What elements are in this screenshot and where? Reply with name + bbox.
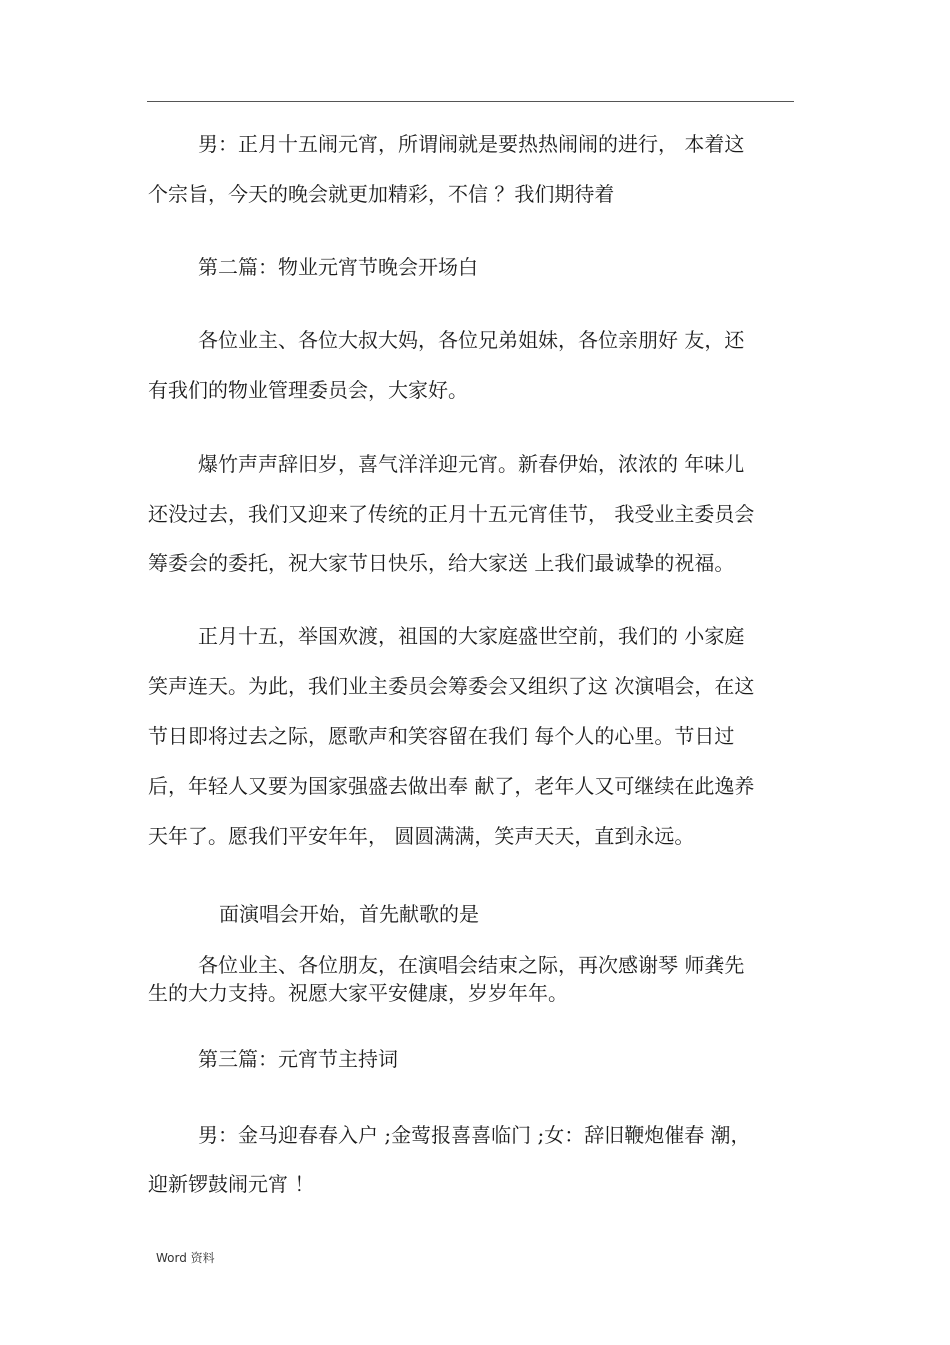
paragraph-line: 节日即将过去之际，愿歌声和笑容留在我们 每个人的心里。节日过 [148,724,735,748]
paragraph-line: 各位业主、各位朋友，在演唱会结束之际，再次感谢琴 师龚先 [198,953,745,977]
paragraph-line: 爆竹声声辞旧岁，喜气洋洋迎元宵。新春伊始，浓浓的 年味儿 [198,452,745,476]
paragraph-line: 各位业主、各位大叔大妈，各位兄弟姐妹，各位亲朋好 友，还 [198,328,745,352]
paragraph-line: 笑声连天。为此，我们业主委员会筹委会又组织了这 次演唱会，在这 [148,674,755,698]
header-rule [147,101,794,102]
paragraph-line: 男：正月十五闹元宵，所谓闹就是要热热闹闹的进行， 本着这 [198,132,745,156]
paragraph-line: 后，年轻人又要为国家强盛去做出奉 献了，老年人又可继续在此逸养 [148,774,755,798]
paragraph-line: 正月十五，举国欢渡，祖国的大家庭盛世空前，我们的 小家庭 [198,624,745,648]
paragraph-line: 男：金马迎春春入户 ;金莺报喜喜临门 ;女：辞旧鞭炮催春 潮， [198,1123,751,1147]
paragraph-line: 天年了。愿我们平安年年， 圆圆满满，笑声天天，直到永远。 [148,824,695,848]
paragraph-line: 还没过去，我们又迎来了传统的正月十五元宵佳节， 我受业主委员会 [148,502,755,526]
paragraph-line: 生的大力支持。祝愿大家平安健康，岁岁年年。 [148,981,568,1005]
section-heading: 第二篇：物业元宵节晚会开场白 [198,255,478,279]
page-footer: Word 资料 [156,1251,215,1265]
section-heading: 第三篇：元宵节主持词 [198,1047,398,1071]
paragraph-line: 迎新锣鼓闹元宵 ！ [148,1172,315,1196]
paragraph-line: 有我们的物业管理委员会，大家好。 [148,378,468,402]
paragraph-line: 面演唱会开始，首先献歌的是 [219,902,479,926]
paragraph-line: 个宗旨，今天的晚会就更加精彩，不信 ？我们期待着 [148,182,615,206]
paragraph-line: 筹委会的委托，祝大家节日快乐，给大家送 上我们最诚挚的祝福。 [148,551,735,575]
